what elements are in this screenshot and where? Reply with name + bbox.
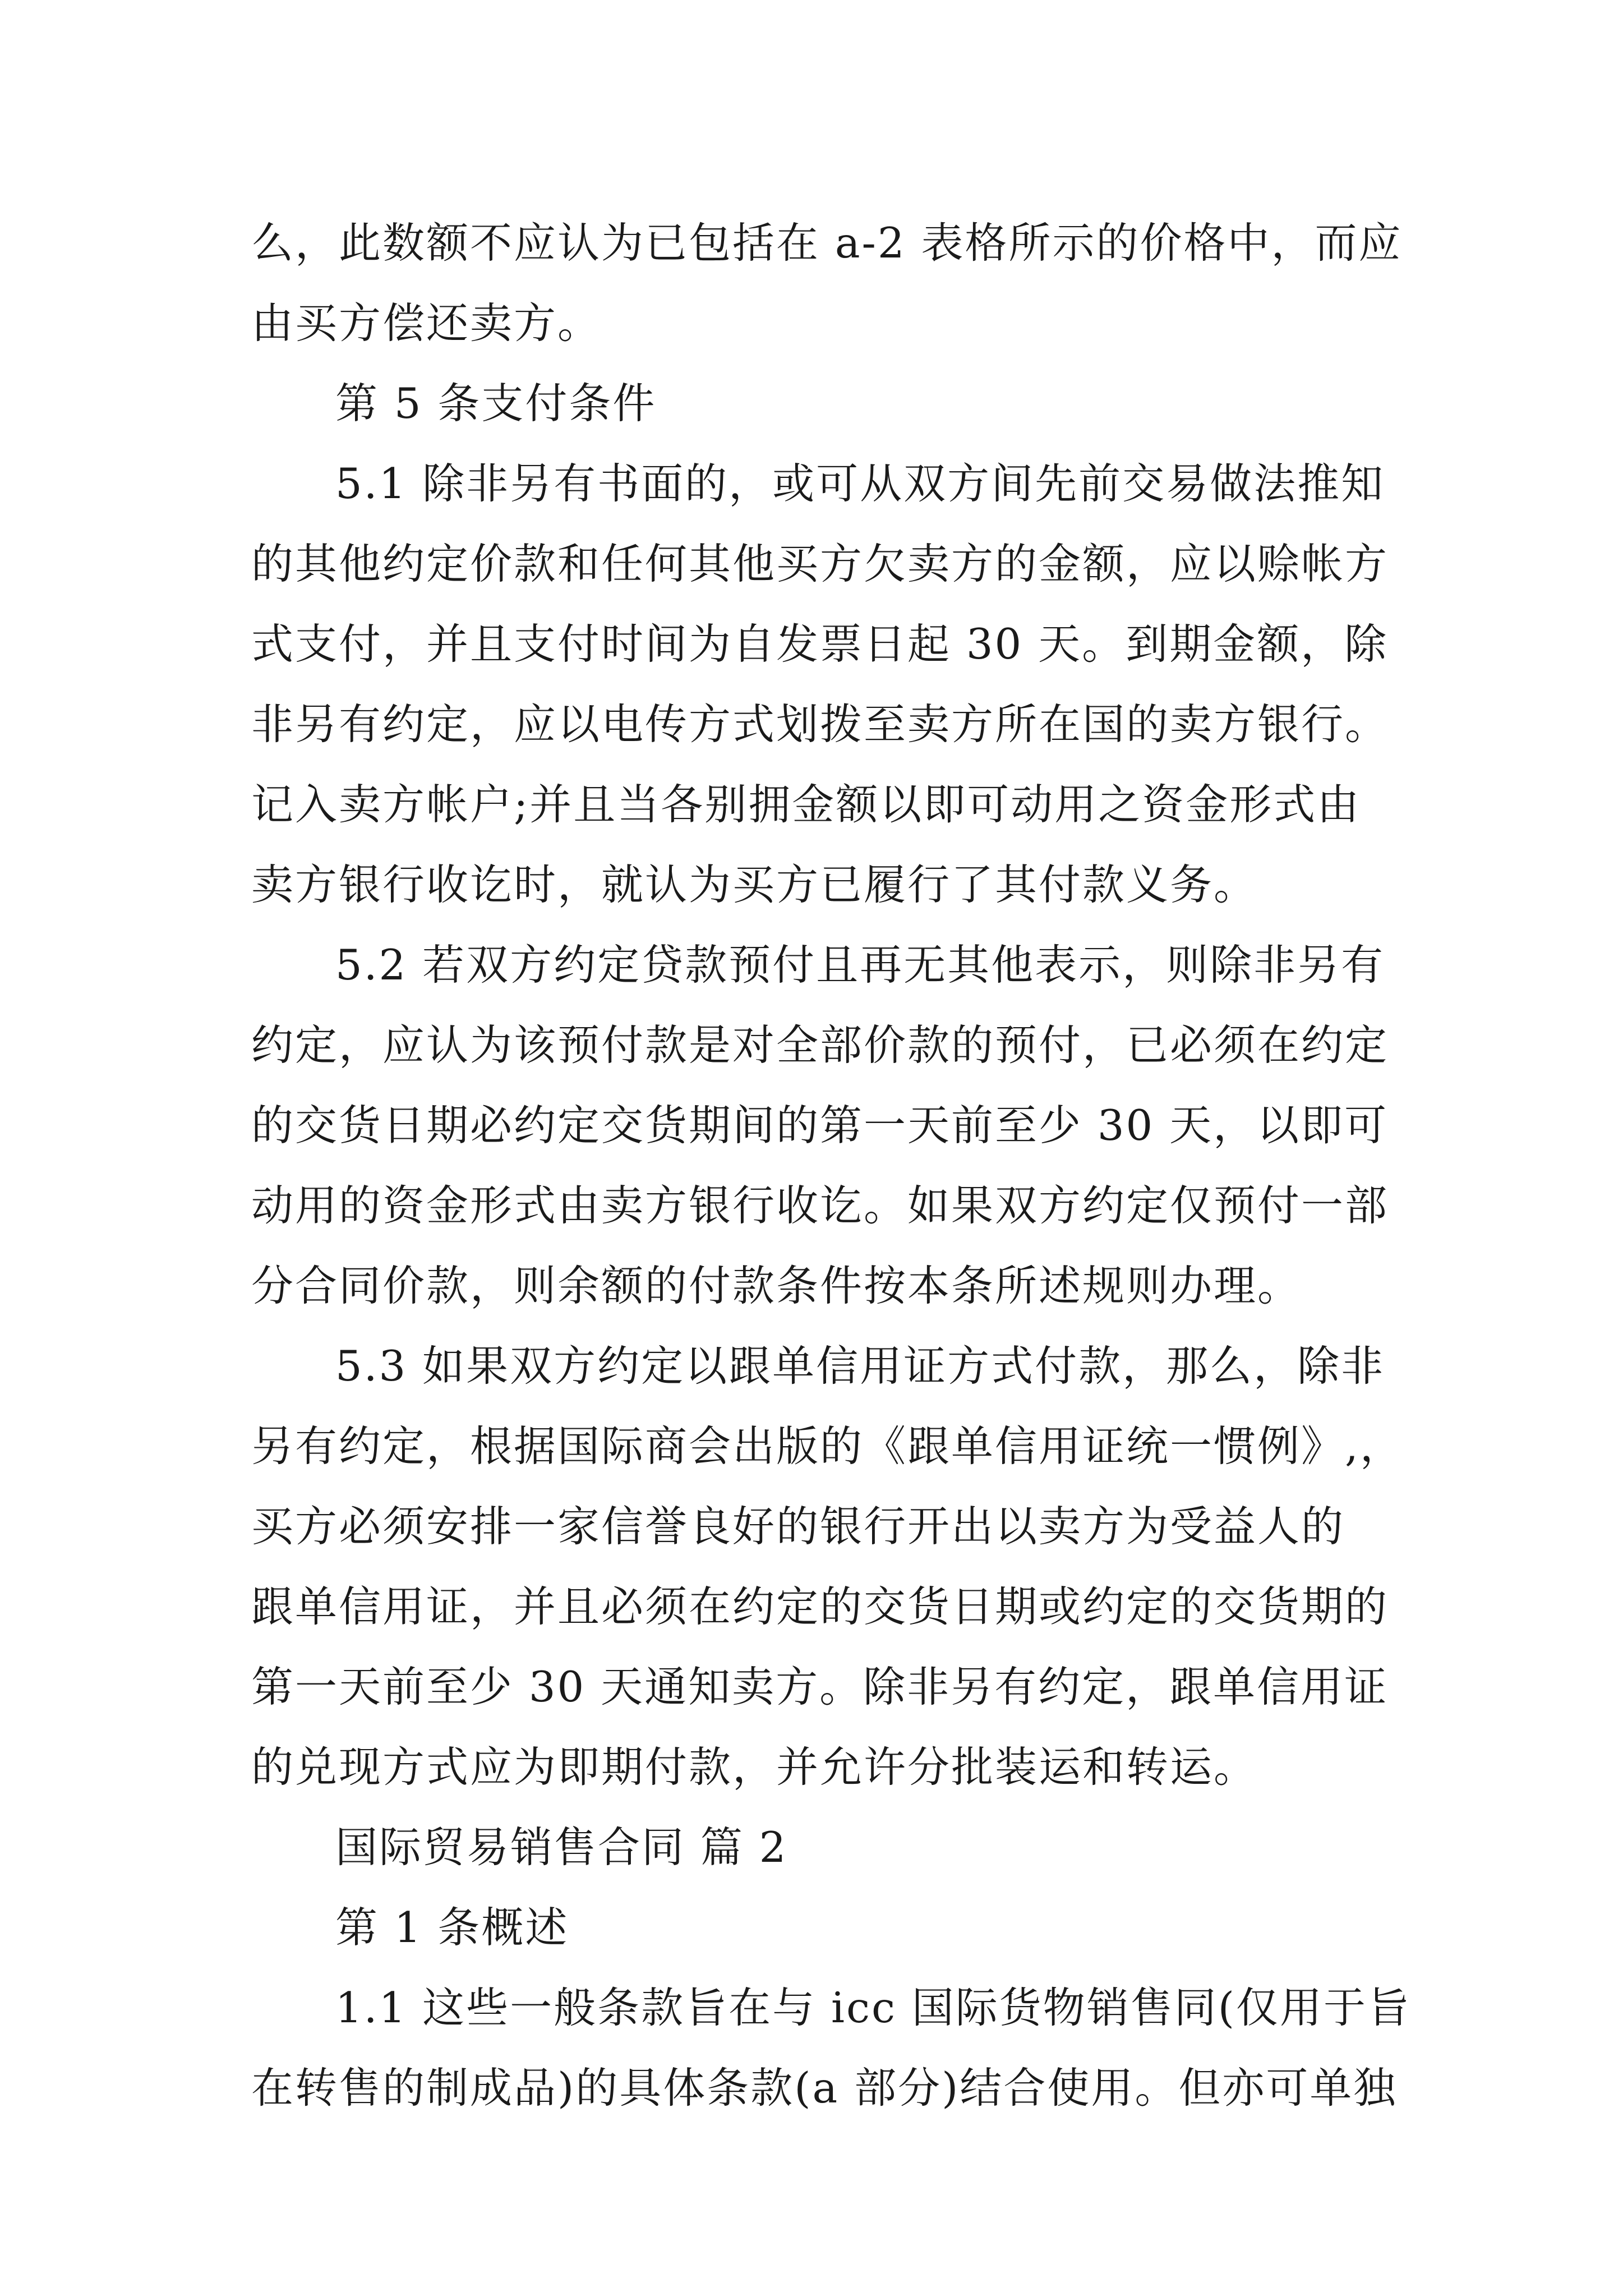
text-line: 卖方银行收讫时，就认为买方已履行了其付款义务。 [251, 860, 1258, 909]
text-line: 由买方偿还卖方。 [251, 298, 602, 348]
text-line: 约定，应认为该预付款是对全部价款的预付，已必须在约定 [251, 1020, 1389, 1070]
document-body [251, 203, 1412, 2128]
clause-start-line: 5.3 如果双方约定以跟单信用证方式付款，那么，除非 [335, 1341, 1385, 1391]
text-line: 在转售的制成品)的具体条款(a 部分)结合使用。但亦可单独 [251, 2063, 1398, 2113]
section-heading: 第 1 条概述 [335, 1903, 569, 1952]
text-line: 式支付，并且支付时间为自发票日起 30 天。到期金额，除 [251, 619, 1389, 669]
text-line: 的交货日期必约定交货期间的第一天前至少 30 天，以即可 [251, 1101, 1389, 1150]
text-line: 动用的资金形式由卖方银行收讫。如果双方约定仅预付一部 [251, 1181, 1389, 1230]
text-line: 的其他约定价款和任何其他买方欠卖方的金额，应以赊帐方 [251, 539, 1389, 588]
text-line: 买方必须安排一家信誉良好的银行开出以卖方为受益人的 [251, 1502, 1345, 1551]
clause-start-line: 5.2 若双方约定贷款预付且再无其他表示，则除非另有 [335, 940, 1385, 990]
text-line: 第一天前至少 30 天通知卖方。除非另有约定，跟单信用证 [251, 1662, 1389, 1711]
text-line: 另有约定，根据国际商会出版的《跟单信用证统一惯例》,， [251, 1421, 1404, 1471]
text-line: 跟单信用证，并且必须在约定的交货日期或约定的交货期的 [251, 1582, 1389, 1631]
text-line: 非另有约定，应以电传方式划拨至卖方所在国的卖方银行。 [251, 700, 1389, 749]
section-heading: 第 5 条支付条件 [335, 379, 657, 428]
text-line: 分合同价款，则余额的付款条件按本条所述规则办理。 [251, 1261, 1302, 1310]
clause-start-line: 5.1 除非另有书面的，或可从双方间先前交易做法推知 [335, 459, 1385, 508]
clause-start-line: 1.1 这些一般条款旨在与 icc 国际货物销售同(仅用于旨 [335, 1983, 1412, 2032]
text-line: 么，此数额不应认为已包括在 a-2 表格所示的价格中，而应 [251, 218, 1403, 268]
text-line: 的兑现方式应为即期付款，并允许分批装运和转运。 [251, 1742, 1258, 1792]
document-title-line: 国际贸易销售合同 篇 2 [335, 1823, 788, 1872]
text-line: 记入卖方帐户;并且当各别拥金额以即可动用之资金形式由 [251, 780, 1361, 829]
